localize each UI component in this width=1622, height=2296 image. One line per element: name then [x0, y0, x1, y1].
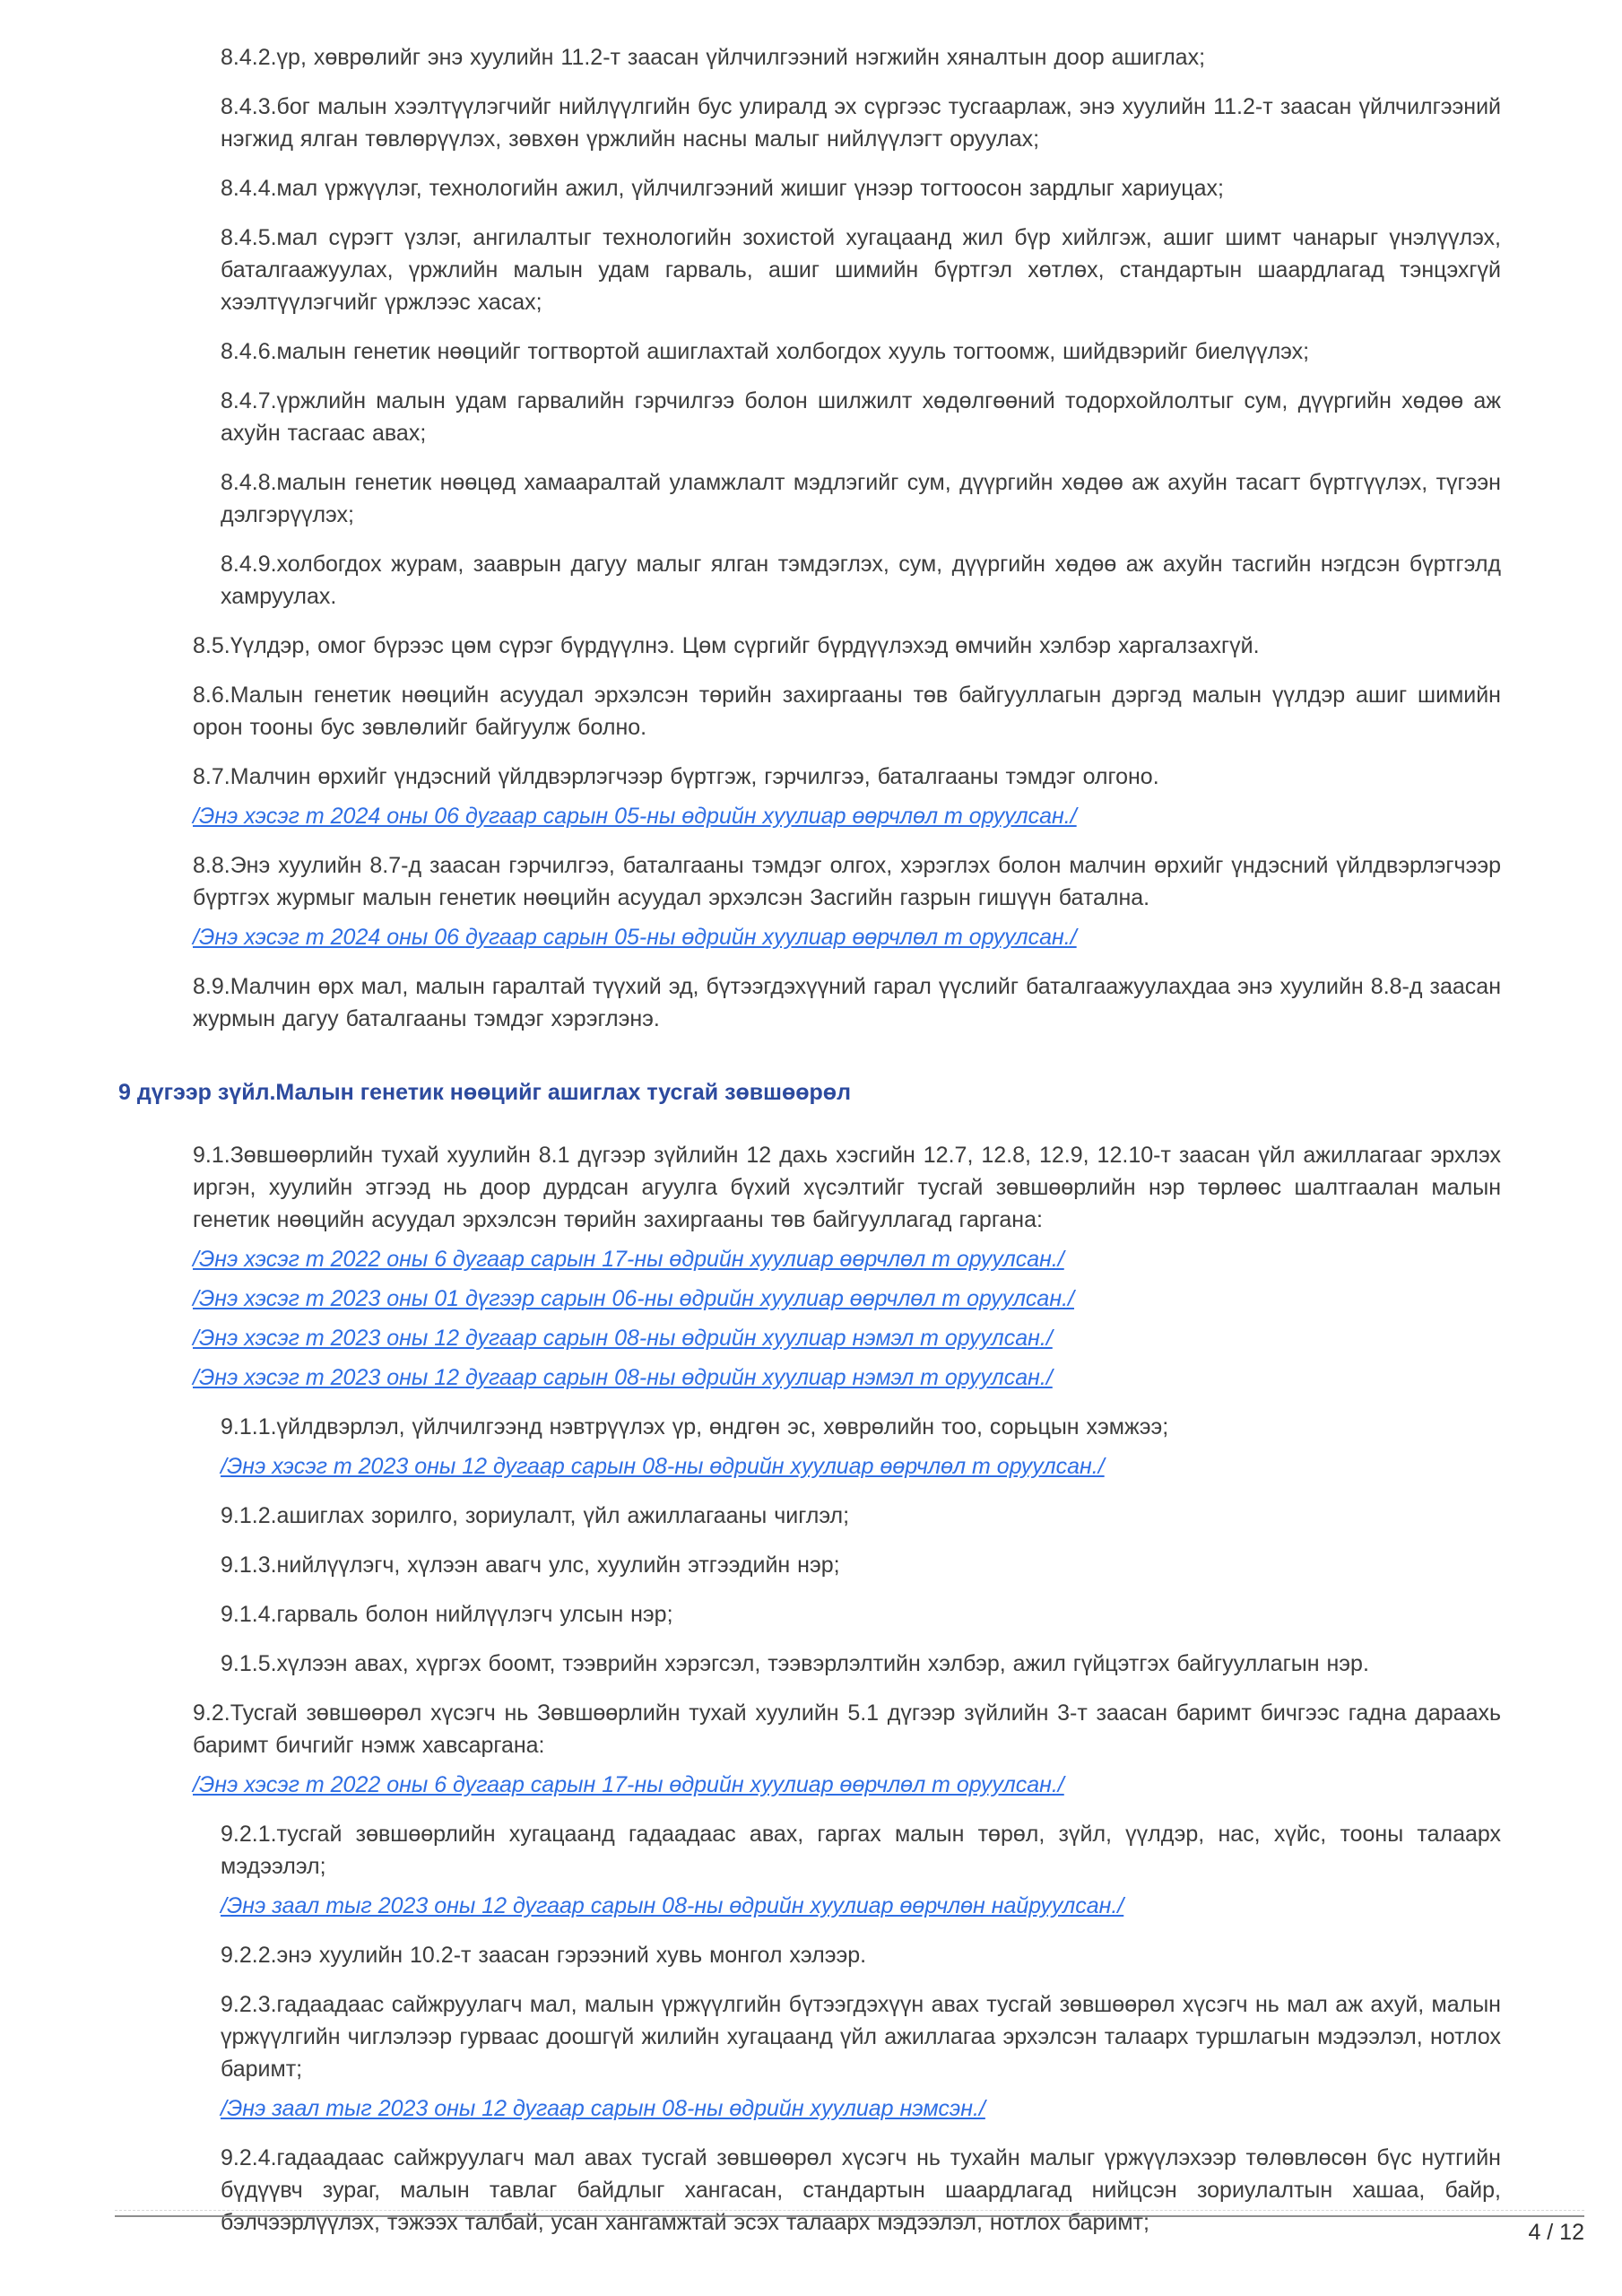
amendment-note-link[interactable]: /Энэ заал тыг 2023 оны 12 дугаар сарын 08-ны өдрийн хуулиар өөрчлөн найруулсан./	[221, 1893, 1124, 1918]
clause-8-4-5: 8.4.5.мал сүрэгт үзлэг, ангилалтыг технологийн зохистой хугацаанд жил бүр хийлгэж, ашиг шимт чанарыг үнэлүүлэх, баталгаажуулах, үржлийн малын удам гарваль, ашиг шимийн бүртгэл хөтлөх, стандартын шаардлагад тэнцэхгүй хээлтүүлэгчийг үржлээс хасах;	[221, 225, 1501, 315]
clause-8-4-9: 8.4.9.холбогдох журам, зааврын дагуу малыг ялган тэмдэглэх, сум, дүүргийн хөдөө аж ахуйн тасгийн нэгдсэн бүртгэлд хамруулах.	[221, 552, 1501, 609]
clause-9-1-5: 9.1.5.хүлээн авах, хүргэх боомт, тээврийн хэрэгсэл, тээвэрлэлтийн хэлбэр, ажил гүйцэтгэх байгууллагын нэр.	[221, 1651, 1369, 1676]
amendment-note-link[interactable]: /Энэ заал тыг 2023 оны 12 дугаар сарын 08-ны өдрийн хуулиар нэмсэн./	[221, 2096, 985, 2121]
page-footer	[115, 2215, 1584, 2246]
amendment-note-link[interactable]: /Энэ хэсэг т 2024 оны 06 дугаар сарын 05-ны өдрийн хуулиар өөрчлөл т оруулсан./	[193, 925, 1077, 950]
clause-8-4-7: 8.4.7.үржлийн малын удам гарвалийн гэрчилгээ болон шилжилт хөдөлгөөний тодорхойлолтыг сум, дүүргийн хөдөө аж ахуйн тасгаас авах;	[221, 388, 1501, 446]
amendment-note-link[interactable]: /Энэ хэсэг т 2024 оны 06 дугаар сарын 05-ны өдрийн хуулиар өөрчлөл т оруулсан./	[193, 804, 1077, 829]
amendment-note-link[interactable]: /Энэ хэсэг т 2022 оны 6 дугаар сарын 17-ны өдрийн хуулиар өөрчлөл т оруулсан./	[193, 1247, 1064, 1272]
clause-9-1: 9.1.Зөвшөөрлийн тухай хуулийн 8.1 дүгээр зүйлийн 12 дахь хэсгийн 12.7, 12.8, 12.9, 12.10-т заасан үйл ажиллагааг эрхлэх иргэн, хуулийн этгээд нь доор дурдсан агуулга бүхий хүсэлтийг тусгай зөвшөөрлийн нэр төрлөөс шалтгаалан малын генетик нөөцийн асуудал эрхэлсэн төрийн захиргааны төв байгууллагад гаргана:	[193, 1143, 1501, 1232]
clause-9-1-1: 9.1.1.үйлдвэрлэл, үйлчилгээнд нэвтрүүлэх үр, өндгөн эс, хөврөлийн тоо, сорьцын хэмжээ;	[221, 1414, 1169, 1439]
clause-8-4-4: 8.4.4.мал үржүүлэг, технологийн ажил, үйлчилгээний жишиг үнээр тогтоосон зардлыг хариуцах;	[221, 176, 1224, 201]
clause-9-2-3: 9.2.3.гадаадаас сайжруулагч мал, малын үржүүлгийн бүтээгдэхүүн авах тусгай зөвшөөрөл хүсэгч нь мал аж ахуй, малын үржүүлгийн чиглэлээр гурваас доошгүй жилийн хугацаанд үйл ажиллагаа эрхэлсэн талаарх туршлагын мэдээлэл, нотлох баримт;	[221, 1992, 1501, 2082]
page-number: 4 / 12	[1528, 2220, 1584, 2245]
clause-9-2-2: 9.2.2.энэ хуулийн 10.2-т заасан гэрээний хувь монгол хэлээр.	[221, 1943, 867, 1968]
clause-9-2-1: 9.2.1.тусгай зөвшөөрлийн хугацаанд гадаадаас авах, гаргах малын төрөл, зүйл, үүлдэр, нас, хүйс, тооны талаарх мэдээлэл;	[221, 1822, 1501, 1879]
clause-8-4-6: 8.4.6.малын генетик нөөцийг тогтвортой ашиглахтай холбогдох хууль тогтоомж, шийдвэрийг биелүүлэх;	[221, 339, 1310, 364]
clause-8-4-3: 8.4.3.бог малын хээлтүүлэгчийг нийлүүлгийн бус улиралд эх сүргээс тусгаарлаж, энэ хуулийн 11.2-т заасан үйлчилгээний нэгжид ялган төвлөрүүлэх, зөвхөн үржлийн насны малыг нийлүүлэгт оруулах;	[221, 94, 1501, 152]
amendment-note-link[interactable]: /Энэ хэсэг т 2022 оны 6 дугаар сарын 17-ны өдрийн хуулиар өөрчлөл т оруулсан./	[193, 1772, 1064, 1797]
clause-8-9: 8.9.Малчин өрх мал, малын гаралтай түүхий эд, бүтээгдэхүүний гарал үүслийг баталгаажуулахдаа энэ хуулийн 8.8-д заасан журмын дагуу баталгааны тэмдэг хэрэглэнэ.	[193, 974, 1501, 1031]
clause-8-8: 8.8.Энэ хуулийн 8.7-д заасан гэрчилгээ, баталгааны тэмдэг олгох, хэрэглэх болон малчин өрхийг үндэсний үйлдвэрлэгчээр бүртгэх журмыг малын генетик нөөцийн асуудал эрхэлсэн Засгийн газрын гишүүн батална.	[193, 853, 1501, 910]
clause-8-7: 8.7.Малчин өрхийг үндэсний үйлдвэрлэгчээр бүртгэж, гэрчилгээ, баталгааны тэмдэг олгоно.	[193, 764, 1159, 789]
clause-9-1-2: 9.1.2.ашиглах зорилго, зориулалт, үйл ажиллагааны чиглэл;	[221, 1503, 850, 1528]
clause-8-6: 8.6.Малын генетик нөөцийн асуудал эрхэлсэн төрийн захиргааны төв байгууллагын дэргэд малын үүлдэр ашиг шимийн орон тооны бус зөвлөлийг байгуулж болно.	[193, 683, 1501, 740]
clause-9-2-4: 9.2.4.гадаадаас сайжруулагч мал авах тусгай зөвшөөрөл хүсэгч нь тухайн малыг үржүүлэхээр төлөвлөсөн бүс нутгийн бүдүүвч зураг, малын тавлаг байдлыг хангасан, стандартын шаардлагад нийцсэн зориулалтын хашаа, байр, бэлчээрлүүлэх, тэжээх талбай, усан хангамжтай эсэх талаарх мэдээлэл, нотлох баримт;	[221, 2145, 1501, 2235]
clause-8-4-2: 8.4.2.үр, хөврөлийг энэ хуулийн 11.2-т заасан үйлчилгээний нэгжийн хяналтын доор ашиглах;	[221, 45, 1206, 70]
clause-8-4-8: 8.4.8.малын генетик нөөцөд хамааралтай уламжлалт мэдлэгийг сум, дүүргийн хөдөө аж ахуйн тасагт бүртгүүлэх, түгээн дэлгэрүүлэх;	[221, 470, 1501, 527]
clause-9-1-3: 9.1.3.нийлүүлэгч, хүлээн авагч улс, хуулийн этгээдийн нэр;	[221, 1552, 840, 1578]
amendment-note-link[interactable]: /Энэ хэсэг т 2023 оны 12 дугаар сарын 08-ны өдрийн хуулиар өөрчлөл т оруулсан./	[221, 1454, 1105, 1479]
clause-8-5: 8.5.Үүлдэр, омог бүрээс цөм сүрэг бүрдүүлнэ. Цөм сүргийг бүрдүүлэхэд өмчийн хэлбэр харгалзахгүй.	[193, 633, 1260, 658]
amendment-note-link[interactable]: /Энэ хэсэг т 2023 оны 01 дүгээр сарын 06-ны өдрийн хуулиар өөрчлөл т оруулсан./	[193, 1286, 1074, 1311]
clause-9-2: 9.2.Тусгай зөвшөөрөл хүсэгч нь Зөвшөөрлийн тухай хуулийн 5.1 дүгээр зүйлийн 3-т заасан баримт бичгээс гадна дараахь баримт бичгийг нэмж хавсаргана:	[193, 1700, 1501, 1758]
section-heading-article-9: 9 дүгээр зүйл.Малын генетик нөөцийг ашиглах тусгай зөвшөөрөл	[118, 1080, 851, 1105]
clause-9-1-4: 9.1.4.гарваль болон нийлүүлэгч улсын нэр;	[221, 1602, 673, 1627]
amendment-note-link[interactable]: /Энэ хэсэг т 2023 оны 12 дугаар сарын 08-ны өдрийн хуулиар нэмэл т оруулсан./	[193, 1365, 1053, 1390]
amendment-note-link[interactable]: /Энэ хэсэг т 2023 оны 12 дугаар сарын 08-ны өдрийн хуулиар нэмэл т оруулсан./	[193, 1326, 1053, 1351]
